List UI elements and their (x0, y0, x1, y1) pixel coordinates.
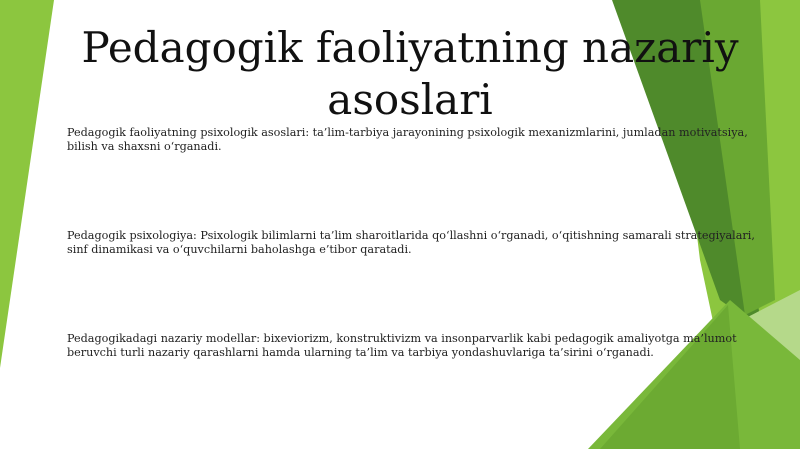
left-green-shape (0, 0, 54, 368)
paragraph-theoretical-models: Pedagogikadagi nazariy modellar: bixeviorizm, konstruktivizm va insonparvarlik kabi pedagogik amaliyotga ma’lumot beruvchi turli nazariy qarashlarni hamda ularning ta’lim va tarbiya yondashuvlariga ta’sirini o‘rganadi. (67, 332, 737, 359)
paragraph-pedagogical-psychology: Pedagogik psixologiya: Psixologik bilimlarni ta’lim sharoitlarida qo‘llashni o‘rganadi, o‘qitishning samarali strategiyalari, sinf dinamikasi va o‘quvchilarni baholashga e’tibor qaratadi. (67, 229, 755, 256)
paragraph-psychological-foundations: Pedagogik faoliyatning psixologik asoslari: ta’lim-tarbiya jarayonining psixologik mexanizmlarini, jumladan motivatsiya, bilish va shaxsni o‘rganadi. (67, 126, 748, 153)
slide-title: Pedagogik faoliyatning nazariy asoslari (81, 23, 739, 124)
right-bottom-dark (600, 305, 740, 449)
